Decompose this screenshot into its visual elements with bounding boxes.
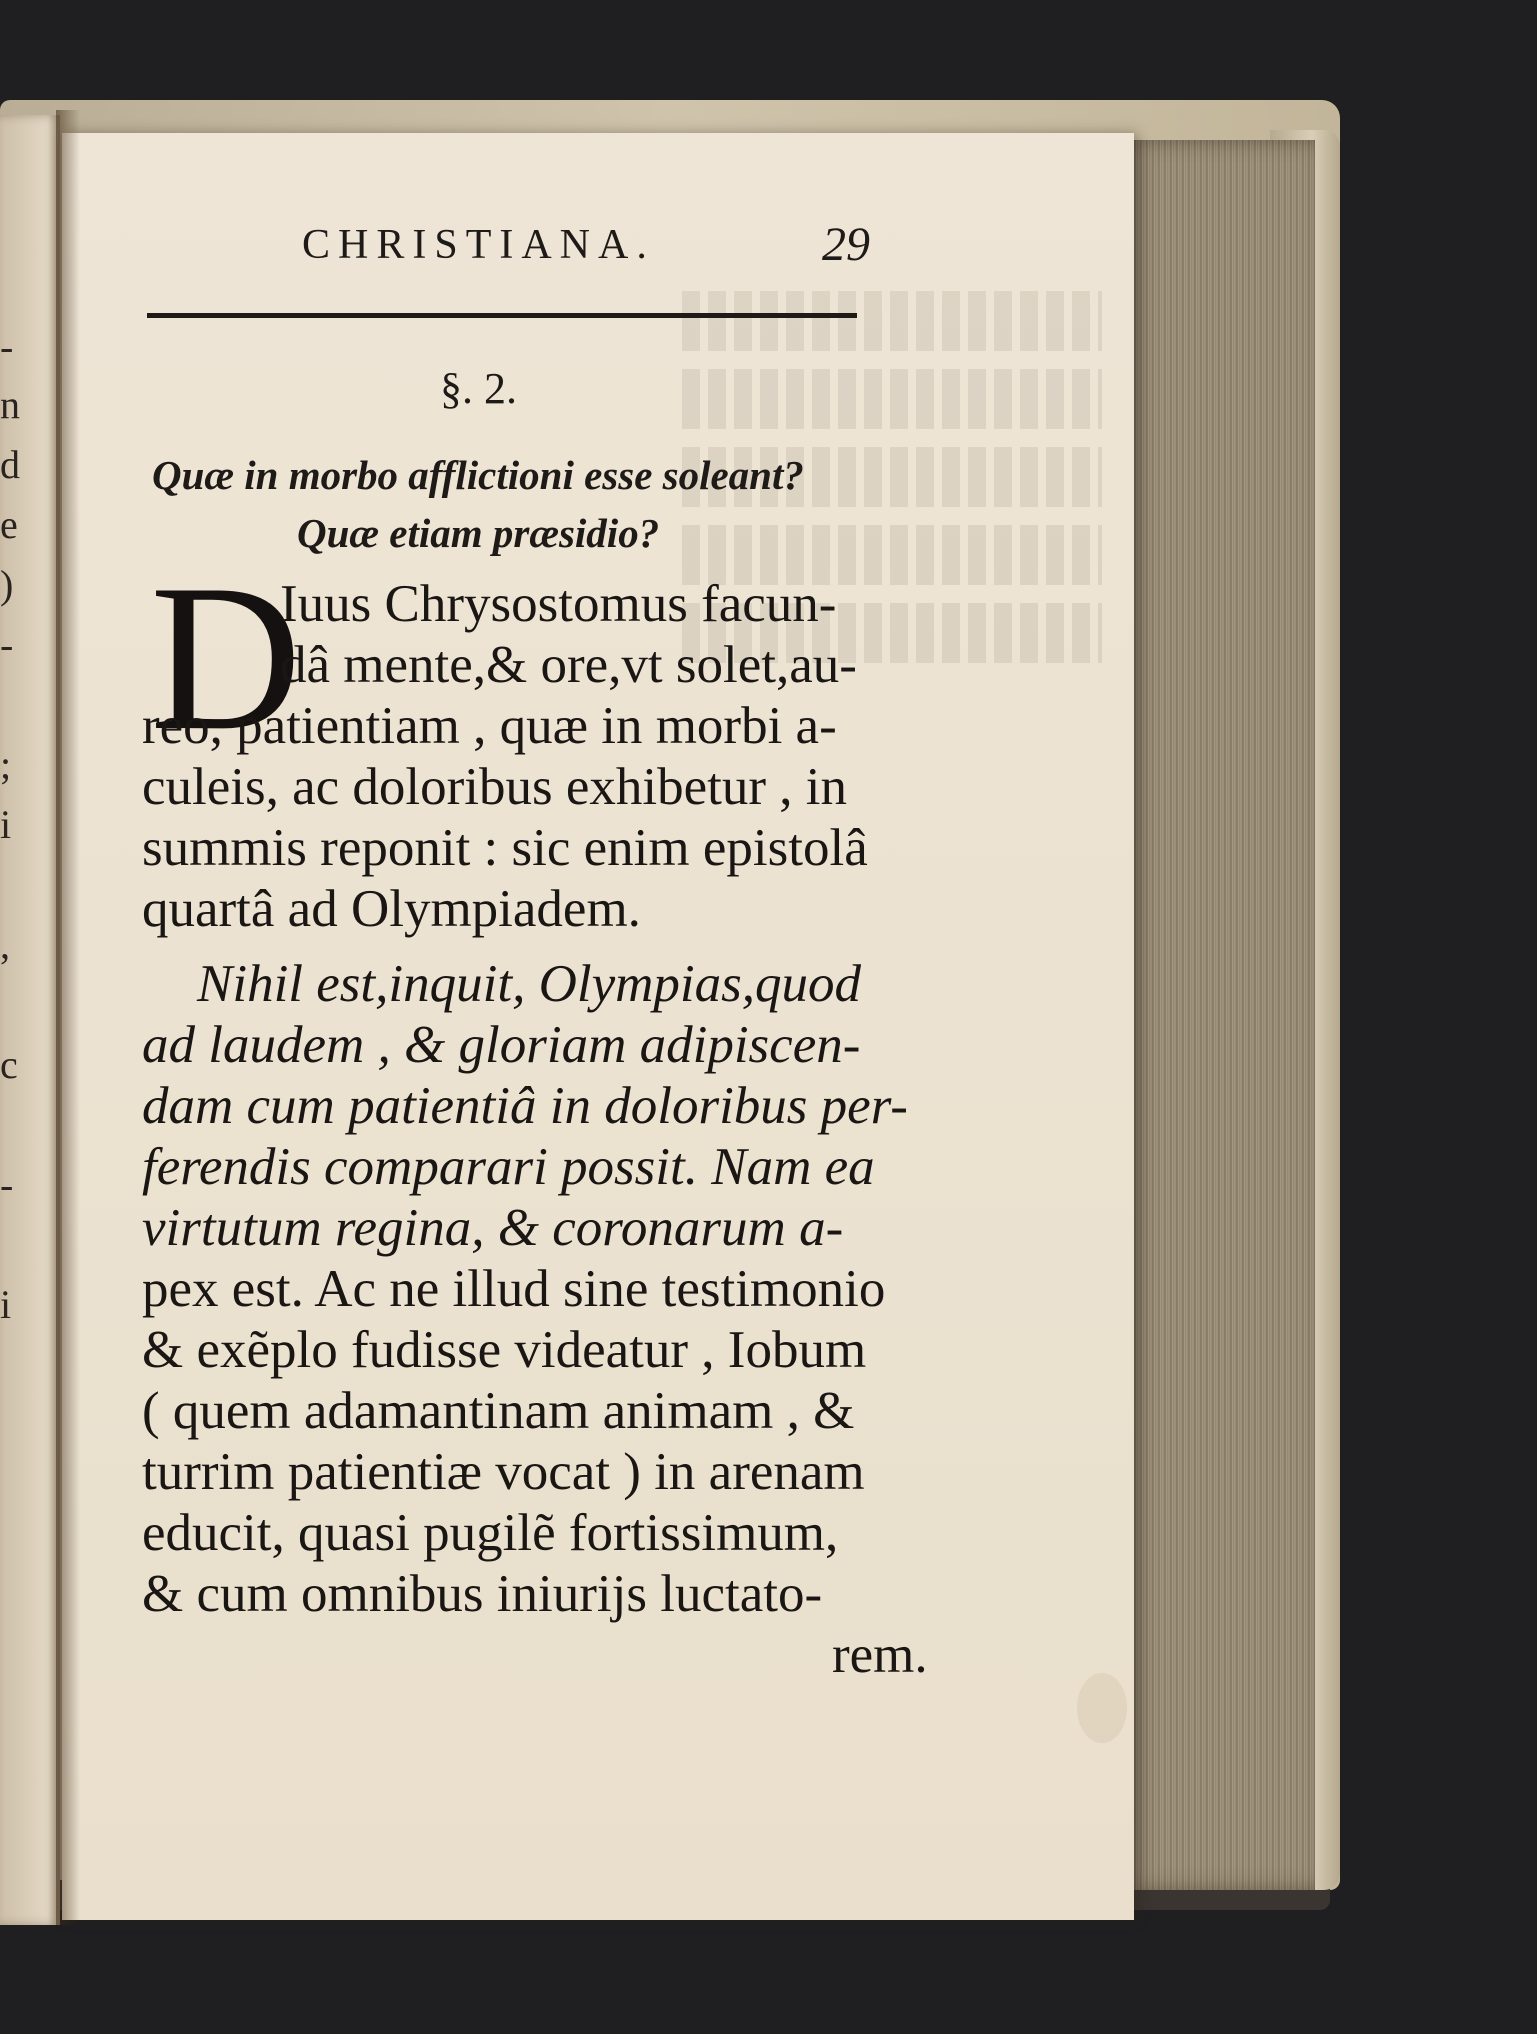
left-page-fragment: i (0, 1282, 12, 1327)
previous-page (0, 115, 60, 1925)
left-page-fragment: - (0, 324, 14, 369)
text-line: turrim patientiæ vocat ) in arenam (142, 1443, 865, 1501)
running-title: CHRISTIANA. (302, 222, 655, 268)
text-line: Nihil est,inquit, Olympias,quod (197, 955, 861, 1013)
text-line: virtutum regina, & coronarum a- (142, 1199, 844, 1257)
paper-stain (1077, 1673, 1127, 1743)
text-line: ferendis comparari possit. Nam ea (142, 1138, 875, 1196)
left-page-fragment: ) (0, 562, 14, 607)
left-page-fragment: c (0, 1042, 18, 1087)
book-page (62, 133, 1134, 1920)
text-line: dam cum patientiâ in doloribus per- (142, 1077, 908, 1135)
text-line: educit, quasi pugilẽ fortissimum, (142, 1504, 839, 1562)
text-line: dâ mente,& ore,vt solet,au- (280, 636, 857, 694)
drop-cap-initial: D (150, 542, 302, 774)
head-rule (147, 313, 857, 318)
text-line: pex est. Ac ne illud sine testimonio (142, 1260, 886, 1318)
left-page-fragment: ; (0, 742, 12, 787)
text-line: ad laudem , & gloriam adipiscen- (142, 1016, 861, 1074)
left-page-fragment: - (0, 622, 14, 667)
section-number: §. 2. (440, 364, 517, 413)
section-heading-line-2: Quæ etiam præsidio? (297, 510, 660, 556)
left-page-fragment: d (0, 442, 20, 487)
text-line: quartâ ad Olympiadem. (142, 880, 641, 938)
left-page-fragment: i (0, 802, 12, 847)
left-page-fragment: n (0, 382, 20, 427)
text-line: & cum omnibus iniurijs luctato- (142, 1565, 823, 1623)
running-head (302, 218, 942, 281)
left-page-fragment: , (0, 922, 10, 967)
page-block-edge (1125, 140, 1315, 1890)
text-line: ( quem adamantinam animam , & (142, 1382, 855, 1440)
page-number: 29 (822, 218, 870, 271)
text-line: reo, patientiam , quæ in morbi a- (142, 697, 837, 755)
text-line: summis reponit : sic enim epistolâ (142, 819, 868, 877)
text-line: & exẽplo fudisse videatur , Iobum (142, 1321, 867, 1379)
gutter-shadow (56, 110, 80, 1925)
text-line: culeis, ac doloribus exhibetur , in (142, 758, 848, 816)
section-heading-line-1: Quæ in morbo afflictioni esse soleant? (152, 452, 804, 498)
text-line: Iuus Chrysostomus facun- (280, 575, 837, 633)
text-line: rem. (832, 1626, 928, 1684)
left-page-fragment: e (0, 502, 18, 547)
left-page-fragment: - (0, 1162, 14, 1207)
